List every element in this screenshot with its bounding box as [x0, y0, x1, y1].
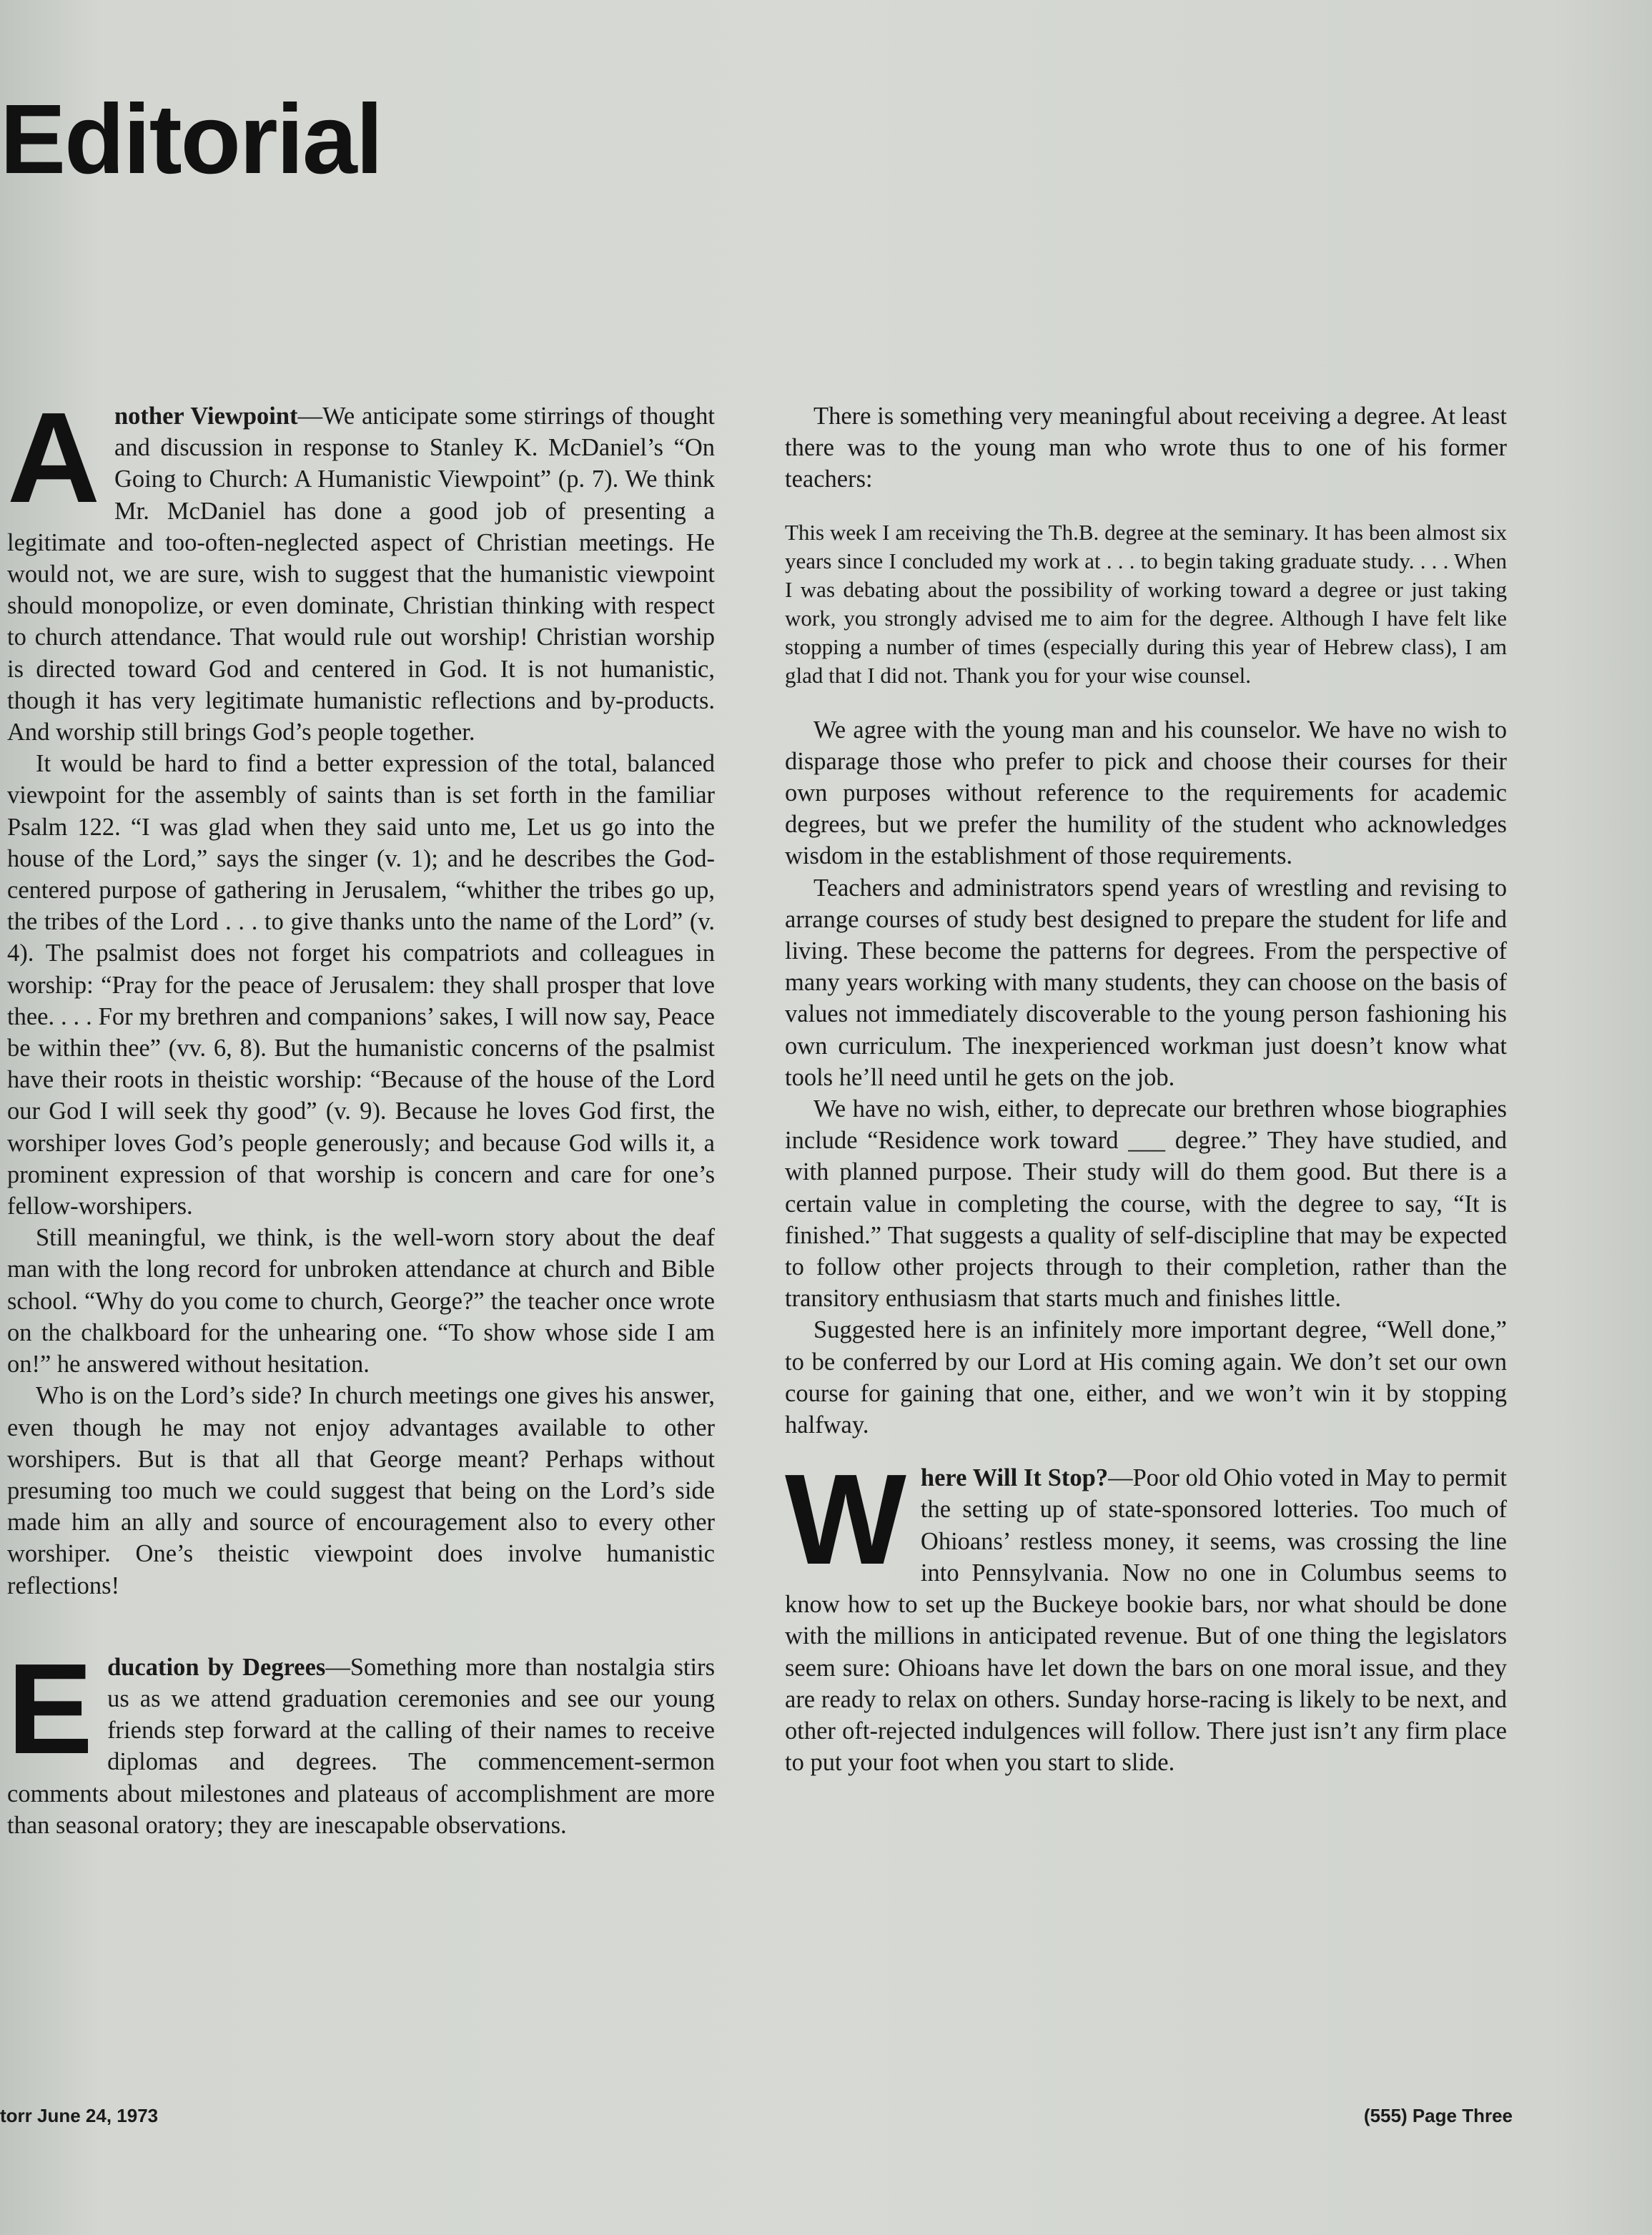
paragraph-text: —We anticipate some stirrings of thought and discussion in response to Stanley K. McDaniel’s “On Going to Church: A Humanistic Viewpoint” (p. 7). We think Mr. McDaniel has done a good job of presenting a legitimate and too-often-neglected aspect of Christian meetings. He would not, we are sure, wish to suggest that the humanistic viewpoint should monopolize, or even dominate, Christian thinking with respect to church attendance. That would rule out worship! Christian worship is directed toward God and centered in God. It is not humanistic, though it has very legitimate humanistic reflections and by-products. And worship still brings God’s people together. [7, 403, 715, 746]
right-column [785, 400, 1507, 1778]
teachers-paragraph: Teachers and administrators spend years of wrestling and revising to arrange courses of study best designed to prepare the student for life and living. These become the patterns for degrees. From the perspective of many years working with many students, they can choose on the basis of values not immediately discoverable to the young person fashioning his own curriculum. The inexperienced workman just doesn’t know what tools he’ll need until he gets on the job. [785, 874, 1507, 1091]
meaningful-degree-paragraph: There is something very meaningful about receiving a degree. At least there was to the young man who wrote thus to one of his former teachers: [785, 403, 1507, 493]
psalm-paragraph: It would be hard to find a better expression of the total, balanced viewpoint for the assembly of saints than is set forth in the familiar Psalm 122. “I was glad when they said unto me, Let us go into the house of the Lord,” says the singer (v. 1); and he describes the God-centered purpose of gathering in Jerusalem, “whither the tribes go up, the tribes of the Lord . . . to give thanks unto the name of the Lord” (v. 4). The psalmist does not forget his compatriots and colleagues in worship: “Pray for the peace of Jerusalem: they shall prosper that love thee. . . . For my brethren and companions’ sakes, I will now say, Peace be within thee” (vv. 6, 8). But the humanistic concerns of the psalmist have their roots in theistic worship: “Because of the house of the Lord our God I will seek thy good” (v. 9). Because he loves God first, the worshiper loves God’s people generously; and because God wills it, a prominent expression of that worship is concern and care for one’s fellow-worshipers. [7, 750, 715, 1220]
dropcap-w: W [785, 1448, 906, 1592]
section-spacer [7, 1602, 715, 1652]
editorial-masthead: Editorial [0, 84, 382, 194]
lords-side-paragraph: Who is on the Lord’s side? In church meetings one gives his answer, even though he may not enjoy advantages available to other worshipers. But is that all that George meant? Perhaps without presuming too much we could suggest that being on the Lord’s side made him an ally and source of encouragement also to every other worshiper. One’s theistic viewpoint does involve humanistic reflections! [7, 1382, 715, 1599]
paragraph-text: —Something more than nostalgia stirs us as we attend graduation ceremonies and see our young friends step forward at the calling of their names to receive diplomas and degrees. The commencement-sermon comments about milestones and plateaus of accomplishment are more than seasonal oratory; they are inescapable observations. [7, 1653, 715, 1839]
dropcap-a: A [7, 386, 100, 530]
footer-date: torr June 24, 1973 [0, 2105, 159, 2126]
where-will-it-stop-paragraph [785, 1448, 1507, 1778]
left-column [7, 386, 715, 1841]
paragraph-text: —Poor old Ohio voted in May to permit the setting up of state-sponsored lotteries. Too much of Ohioans’ restless money, it seems, was crossing the line into Pennsylvania. Now no one in Columbus seems to know how to set up the Buckeye bookie bars, nor what should be done with the millions in anticipated revenue. But of one thing the legislators seem sure: Ohioans have let down the bars on one moral issue, and they are ready to relax on others. Sunday horse-racing is likely to be next, and other oft-rejected indulgences will follow. There just isn’t any firm place to put your foot when you start to slide. [785, 1464, 1507, 1777]
letter-quote: This week I am receiving the Th.B. degree at the seminary. It has been almost six years since I concluded my work at . . . to begin taking graduate study. . . . When I was debating about the possibility of working toward a degree or just taking work, you strongly advised me to aim for the degree. Although I have felt like stopping a number of times (especially during this year of Hebrew class), I am glad that I did not. Thank you for your wise counsel. [785, 519, 1507, 688]
another-viewpoint-paragraph [7, 386, 715, 748]
well-done-paragraph: Suggested here is an infinitely more important degree, “Well done,” to be conferred by our Lord at His coming again. We don’t set our own course for gaining that one, either, and we won’t win it by stopping halfway. [785, 1316, 1507, 1439]
agree-paragraph: We agree with the young man and his counselor. We have no wish to disparage those who prefer to pick and choose their courses for their own purposes without reference to the requirements for academic degrees, but we prefer the humility of the student who acknowledges wisdom in the establishment of those requirements. [785, 716, 1507, 870]
footer-page-number: (555) Page Three [1363, 2105, 1513, 2126]
education-by-degrees-paragraph [7, 1637, 715, 1841]
section-heading-another-viewpoint: nother Viewpoint [114, 403, 298, 430]
deaf-man-paragraph: Still meaningful, we think, is the well-worn story about the deaf man with the long record for unbroken attendance at church and Bible school. “Why do you come to church, George?” the teacher once wrote on the chalkboard for the unhearing one. “To show whose side I am on!” he answered without hesitation. [7, 1224, 715, 1378]
bleed-through-text [658, 79, 1551, 379]
section-heading-education-by-degrees: ducation by Degrees [107, 1653, 326, 1681]
brethren-paragraph: We have no wish, either, to deprecate our brethren whose biographies include “Residence work toward ___ degree.” They have studied, and with planned purpose. Their study will do them good. But there is a certain value in completing the course, with the degree to say, “It is finished.” That suggests a quality of self-discipline that may be expected to follow other projects through to their completion, rather than the transitory enthusiasm that starts much and finishes little. [785, 1095, 1507, 1313]
section-heading-where-will-it-stop: here Will It Stop? [920, 1464, 1109, 1492]
dropcap-e: E [7, 1637, 94, 1781]
